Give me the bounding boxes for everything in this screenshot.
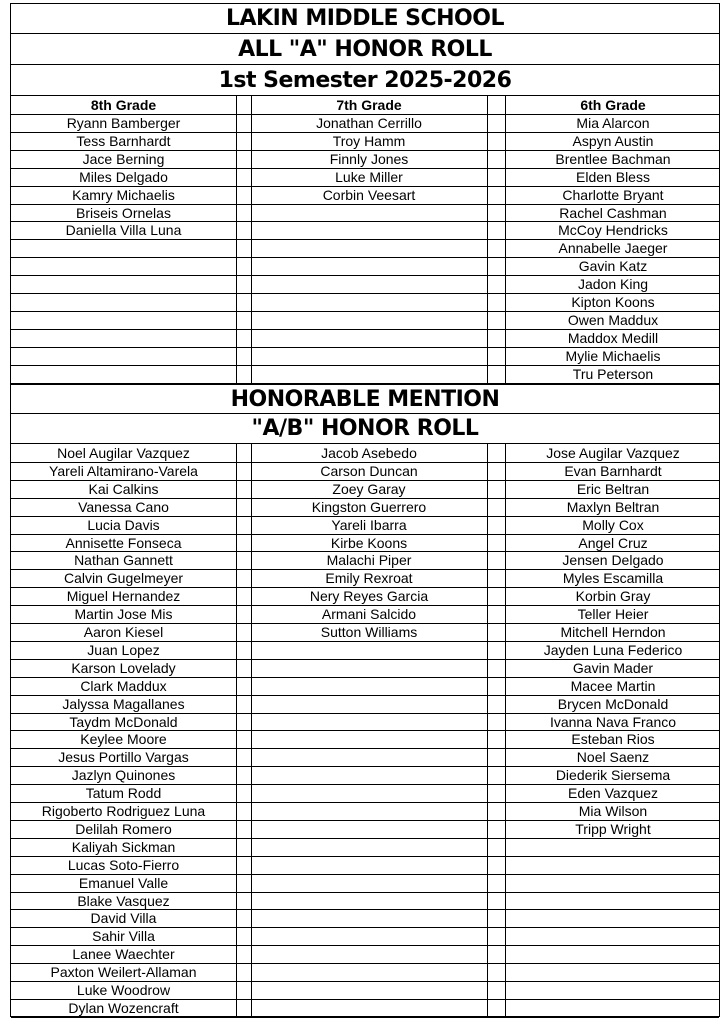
student-name: Vanessa Cano xyxy=(78,498,169,515)
grade-header: 7th Grade xyxy=(336,97,402,113)
row-line xyxy=(11,1017,719,1018)
student-name: Noel Saenz xyxy=(576,749,650,766)
student-name: Gavin Mader xyxy=(572,659,654,676)
student-name: Gavin Katz xyxy=(578,258,648,275)
honor-roll-sheet xyxy=(10,3,720,1017)
student-name: Jonathan Cerrillo xyxy=(316,115,422,131)
column-divider xyxy=(251,96,252,383)
student-name: Yareli Ibarra xyxy=(331,516,407,533)
student-name: Maddox Medill xyxy=(567,329,659,346)
student-name: Rigoberto Rodriguez Luna xyxy=(41,803,206,819)
student-name: Mitchell Herndon xyxy=(560,624,666,640)
student-name: Owen Maddux xyxy=(567,311,659,328)
student-name: Noel Augilar Vazquez xyxy=(57,445,190,461)
student-name: Dylan Wozencraft xyxy=(68,999,179,1016)
semester-title: 1st Semester 2025-2026 xyxy=(11,65,719,96)
student-name: Kai Calkins xyxy=(88,480,159,497)
student-name: Annisette Fonseca xyxy=(65,534,182,551)
student-name: Blake Vasquez xyxy=(77,892,170,909)
student-name: Tatum Rodd xyxy=(85,785,162,802)
student-name: Juan Lopez xyxy=(87,641,160,658)
student-name: Mia Wilson xyxy=(578,803,648,819)
student-name: Jose Augilar Vazquez xyxy=(546,445,680,461)
student-name: Jesus Portillo Vargas xyxy=(58,749,189,766)
student-name: Myles Escamilla xyxy=(562,570,664,587)
student-name: Luke Miller xyxy=(335,168,403,185)
all-a-title: ALL "A" HONOR ROLL xyxy=(11,34,719,65)
student-name: Teller Heier xyxy=(577,606,649,623)
student-name: Yareli Altamirano-Varela xyxy=(49,462,198,479)
student-name: Mia Alarcon xyxy=(576,115,650,131)
column-divider xyxy=(236,96,237,383)
student-name: McCoy Hendricks xyxy=(558,222,668,239)
student-name: Zoey Garay xyxy=(332,480,406,497)
student-name: Korbin Gray xyxy=(575,588,651,605)
student-name: Nery Reyes Garcia xyxy=(309,588,429,605)
student-name: Charlotte Bryant xyxy=(562,186,664,203)
student-name: Macee Martin xyxy=(570,677,656,694)
student-name: Kamry Michaelis xyxy=(72,186,175,203)
student-name: Molly Cox xyxy=(582,516,644,533)
student-name: Kipton Koons xyxy=(571,294,655,310)
student-name: Lucas Soto-Fierro xyxy=(67,856,180,873)
honorable-mention-title: HONORABLE MENTION xyxy=(11,384,719,414)
student-name: Daniella Villa Luna xyxy=(65,222,182,239)
student-name: Jalyssa Magallanes xyxy=(62,695,185,712)
student-name: Brycen McDonald xyxy=(557,695,669,712)
student-name: Miles Delgado xyxy=(79,168,168,185)
student-name: Maxlyn Beltran xyxy=(566,498,660,515)
ab-honor-roll-title: "A/B" HONOR ROLL xyxy=(11,414,719,444)
student-name: Jadon King xyxy=(577,276,649,293)
student-name: Diederik Siersema xyxy=(555,767,671,784)
student-name: Sahir Villa xyxy=(92,928,155,945)
column-divider xyxy=(251,444,252,1017)
student-name: Rachel Cashman xyxy=(559,204,667,221)
column-divider xyxy=(487,444,488,1017)
student-name: Emanuel Valle xyxy=(78,874,169,891)
grade-header: 6th Grade xyxy=(580,97,646,113)
student-name: Troy Hamm xyxy=(332,132,406,149)
student-name: Tess Barnhardt xyxy=(76,132,171,149)
grade-header: 8th Grade xyxy=(90,97,157,113)
student-name: Calvin Gugelmeyer xyxy=(63,570,184,587)
student-name: Clark Maddux xyxy=(80,677,167,694)
student-name: Tripp Wright xyxy=(575,820,651,837)
student-name: Carson Duncan xyxy=(320,462,418,479)
student-name: Delilah Romero xyxy=(75,820,172,837)
student-name: Ryann Bamberger xyxy=(66,115,181,131)
student-name: Evan Barnhardt xyxy=(564,462,662,479)
student-name: Finnly Jones xyxy=(329,150,409,167)
student-name: Jensen Delgado xyxy=(562,552,664,569)
student-name: Lanee Waechter xyxy=(72,946,175,963)
student-name: Angel Cruz xyxy=(578,534,648,551)
student-name: Emily Rexroat xyxy=(325,570,413,587)
student-name: Kirbe Koons xyxy=(330,534,408,551)
student-name: Paxton Weilert-Allaman xyxy=(50,964,197,981)
student-name: Annabelle Jaeger xyxy=(558,240,668,257)
column-divider xyxy=(505,96,506,383)
student-name: Mylie Michaelis xyxy=(565,347,661,364)
student-name: Jace Berning xyxy=(82,150,165,167)
student-name: Eric Beltran xyxy=(576,480,650,497)
column-divider xyxy=(505,444,506,1017)
student-name: Tru Peterson xyxy=(572,365,654,382)
student-name: Karson Lovelady xyxy=(71,659,176,676)
student-name: Jayden Luna Federico xyxy=(543,641,683,658)
student-name: Aaron Kiesel xyxy=(83,624,164,640)
student-name: Corbin Veesart xyxy=(322,186,416,203)
student-name: Martin Jose Mis xyxy=(74,606,173,623)
student-name: Malachi Piper xyxy=(326,552,412,569)
student-name: Jacob Asebedo xyxy=(321,445,417,461)
student-name: Elden Bless xyxy=(576,168,650,185)
student-name: Esteban Rios xyxy=(571,731,655,748)
student-name: Miguel Hernandez xyxy=(66,588,181,605)
student-name: Aspyn Austin xyxy=(572,132,654,149)
column-divider xyxy=(236,444,237,1017)
student-name: Kingston Guerrero xyxy=(311,498,427,515)
student-name: Keylee Moore xyxy=(80,731,167,748)
student-name: Briseis Ornelas xyxy=(76,204,171,221)
column-divider xyxy=(487,96,488,383)
student-name: Sutton Williams xyxy=(320,624,418,640)
student-name: Kaliyah Sickman xyxy=(71,838,176,855)
student-name: Luke Woodrow xyxy=(76,982,171,998)
student-name: Jazlyn Quinones xyxy=(71,767,176,784)
student-name: Ivanna Nava Franco xyxy=(549,713,677,730)
student-name: Armani Salcido xyxy=(321,606,417,623)
student-name: Nathan Gannett xyxy=(74,552,173,569)
school-title: LAKIN MIDDLE SCHOOL xyxy=(11,4,719,34)
student-name: Brentlee Bachman xyxy=(555,150,671,167)
row-line xyxy=(11,383,719,384)
student-name: Taydm McDonald xyxy=(69,713,178,730)
student-name: David Villa xyxy=(90,910,157,927)
student-name: Eden Vazquez xyxy=(567,785,659,802)
student-name: Lucia Davis xyxy=(87,516,160,533)
